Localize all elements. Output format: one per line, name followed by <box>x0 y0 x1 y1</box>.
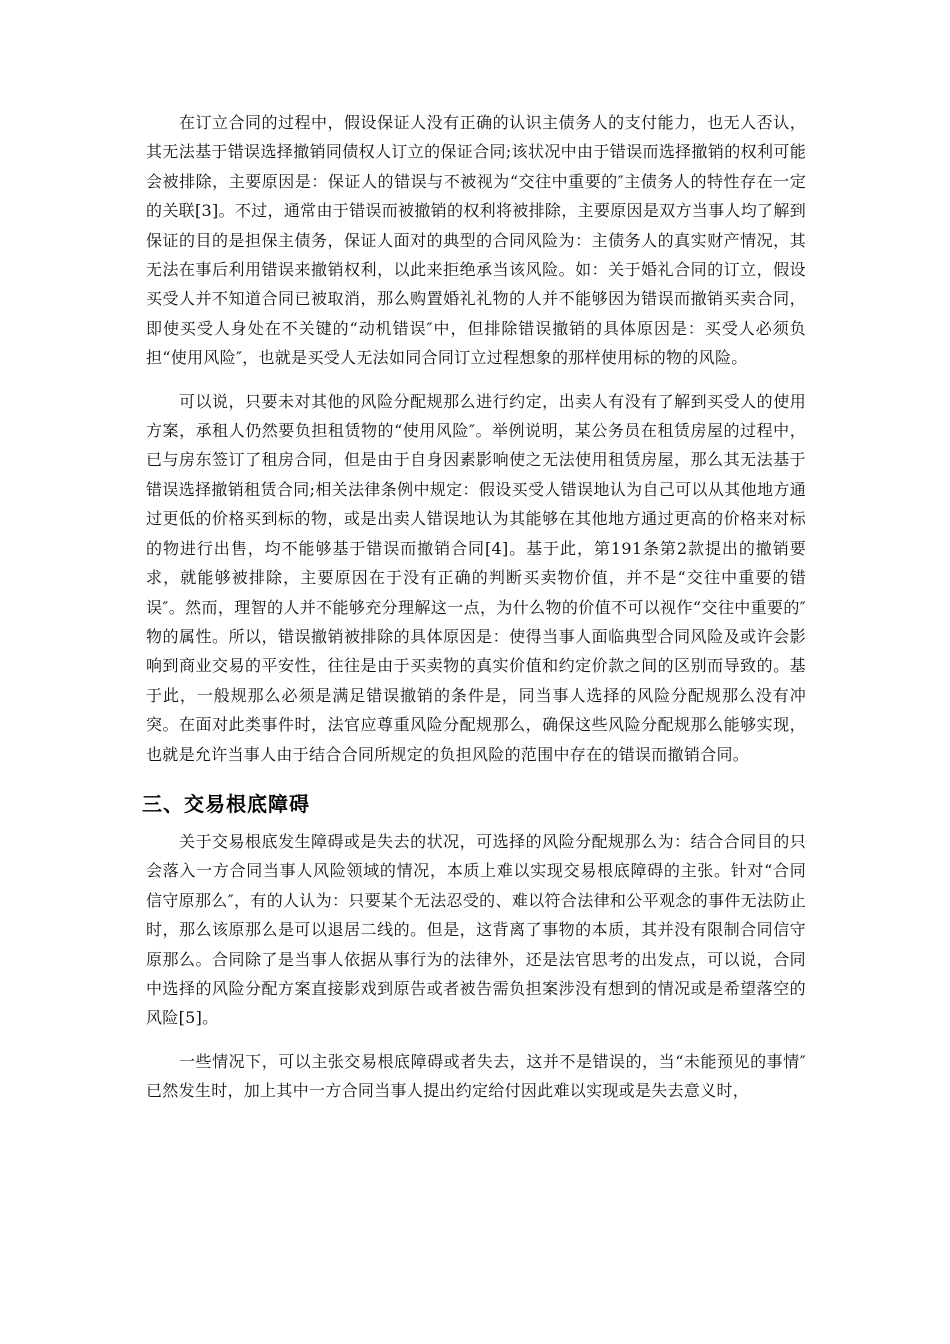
section-heading: 三、交易根底障碍 <box>142 791 310 816</box>
paragraph-transaction-basis: 关于交易根底发生障碍或是失去的状况，可选择的风险分配规那么为：结合合同目的只会落入一方合同当事人风险领域的情况，本质上难以实现交易根底障碍的主张。针对“合同信守原那么″，有的人认为：只要某个无法忍受的、难以符合法律和公平观念的事件无法防止时，那么该原那么是可以退居二线的。但是，这背离了事物的本质，其并没有限制合同信守原那么。合同除了是当事人依据从事行为的法律外，还是法官思考的出发点，可以说，合同中选择的风险分配方案直接影戏到原告或者被告需负担案涉没有想到的情况或是希望落空的风险[5]。 <box>146 831 806 1028</box>
paragraph-guarantee-contract: 在订立合同的过程中，假设保证人没有正确的认识主债务人的支付能力，也无人否认，其无法基于错误选择撤销同债权人订立的保证合同;该状况中由于错误而选择撤销的权利可能会被排除，主要原因是：保证人的错误与不被视为“交往中重要的″主债务人的特性存在一定的关联[3]。不过，通常由于错误而被撤销的权利将被排除，主要原因是双方当事人均了解到保证的目的是担保主债务，保证人面对的典型的合同风险为：主债务人的真实财产情况，其无法在事后利用错误来撤销权利，以此来拒绝承当该风险。如：关于婚礼合同的订立，假设买受人并不知道合同已被取消，那么购置婚礼礼物的人并不能够因为错误而撤销买卖合同，即使买受人身处在不关键的“动机错误″中，但排除错误撤销的具体原因是：买受人必须负担“使用风险″，也就是买受人无法如同合同订立过程想象的那样使用标的物的风险。 <box>146 113 806 368</box>
paragraph-use-risk: 可以说，只要未对其他的风险分配规那么进行约定，出卖人有没有了解到买受人的使用方案，承租人仍然要负担租赁物的“使用风险″。举例说明，某公务员在租赁房屋的过程中，已与房东签订了租房合同，但是由于自身因素影响使之无法使用租赁房屋，那么其无法基于错误选择撤销租赁合同;相关法律条例中规定：假设买受人错误地认为自己可以从其他地方通过更低的价格买到标的物，或是出卖人错误地认为其能够在其他地方通过更高的价格来对标的物进行出售，均不能够基于错误而撤销合同[4]。基于此，第191条第2款提出的撤销要求，就能够被排除，主要原因在于没有正确的判断买卖物价值，并不是“交往中重要的错误″。然而，理智的人并不能够充分理解这一点，为什么物的价值不可以视作“交往中重要的″物的属性。所以，错误撤销被排除的具体原因是：使得当事人面临典型合同风险及或许会影响到商业交易的平安性，往往是由于买卖物的真实价值和约定价款之间的区别而导致的。基于此，一般规那么必须是满足错误撤销的条件是，同当事人选择的风险分配规那么没有冲突。在面对此类事件时，法官应尊重风险分配规那么，确保这些风险分配规那么能够实现，也就是允许当事人由于结合合同所规定的负担风险的范围中存在的错误而撤销合同。 <box>146 391 806 764</box>
paragraph-unforeseen-events: 一些情况下，可以主张交易根底障碍或者失去，这并不是错误的，当“未能预见的事情″已然发生时，加上其中一方合同当事人提出约定给付因此难以实现或是失去意义时， <box>146 1051 806 1101</box>
document-page <box>142 108 806 1106</box>
